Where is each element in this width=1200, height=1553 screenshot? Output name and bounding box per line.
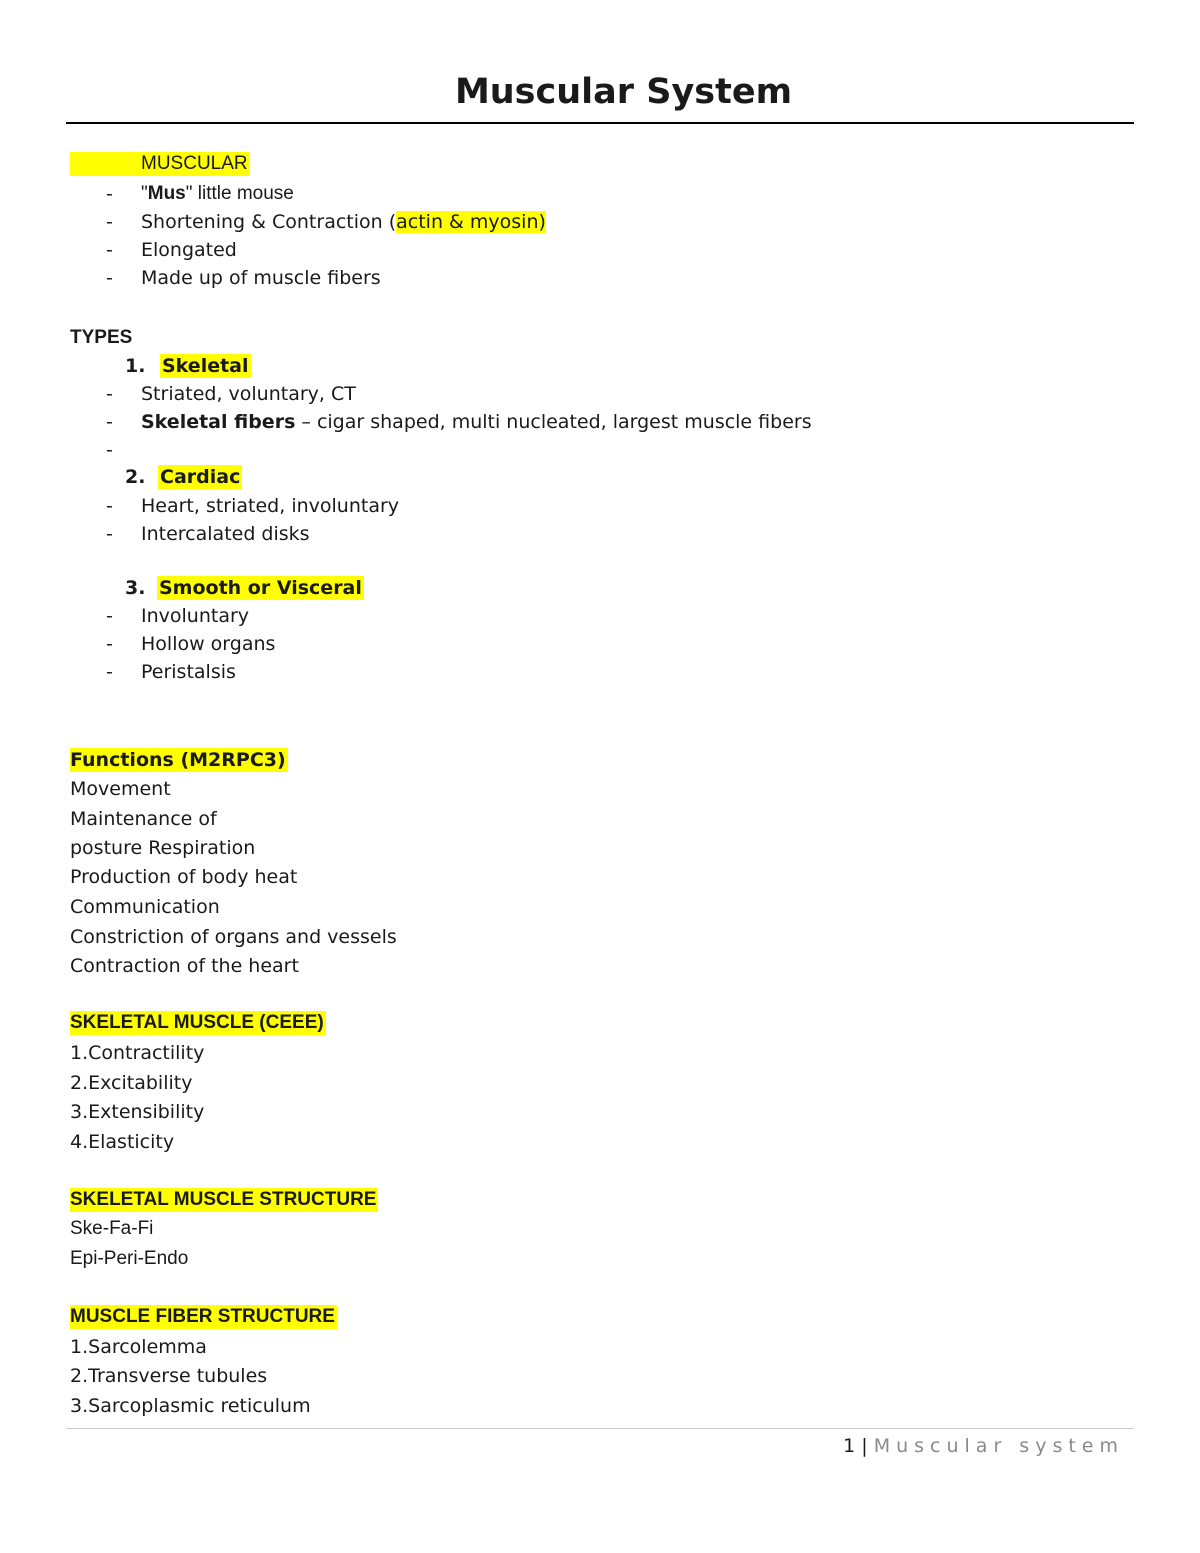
type-number-3: 3. bbox=[125, 577, 146, 599]
bullet-dash: - bbox=[106, 267, 113, 289]
bullet-dash: - bbox=[106, 183, 113, 205]
footer-label: Muscular system bbox=[873, 1435, 1124, 1457]
bullet-dash: - bbox=[106, 495, 113, 517]
list-item-elongated: Elongated bbox=[141, 239, 237, 261]
functions-heading: Functions (M2RPC3) bbox=[70, 749, 286, 771]
types-heading: TYPES bbox=[70, 327, 133, 348]
page-number: 1 bbox=[843, 1435, 856, 1457]
bullet-dash: - bbox=[106, 439, 113, 461]
bullet-dash: - bbox=[106, 605, 113, 627]
function-line: Maintenance of bbox=[70, 808, 217, 830]
skeletal-muscle-heading: SKELETAL MUSCLE (CEEE) bbox=[70, 1012, 324, 1033]
type-skeletal-label: Skeletal bbox=[162, 355, 249, 377]
bullet-dash: - bbox=[106, 211, 113, 233]
function-line: Communication bbox=[70, 896, 220, 918]
bullet-dash: - bbox=[106, 633, 113, 655]
function-line: posture Respiration bbox=[70, 837, 256, 859]
list-item: 1.Contractility bbox=[70, 1042, 205, 1064]
bullet-dash: - bbox=[106, 239, 113, 261]
list-item: Peristalsis bbox=[141, 661, 236, 683]
function-line: Constriction of organs and vessels bbox=[70, 926, 397, 948]
list-item: 2.Transverse tubules bbox=[70, 1365, 268, 1387]
list-item: Involuntary bbox=[141, 605, 250, 627]
function-line: Movement bbox=[70, 778, 171, 800]
fiber-heading: MUSCLE FIBER STRUCTURE bbox=[70, 1306, 335, 1327]
bullet-dash: - bbox=[106, 383, 113, 405]
function-line: Production of body heat bbox=[70, 866, 298, 888]
list-item: Skeletal fibers – cigar shaped, multi nucleated, largest muscle fibers bbox=[141, 411, 812, 433]
type-smooth-label: Smooth or Visceral bbox=[159, 577, 362, 599]
list-item: Intercalated disks bbox=[141, 523, 310, 545]
list-item: Heart, striated, involuntary bbox=[141, 495, 400, 517]
footer-rule bbox=[66, 1428, 1134, 1429]
list-item-shortening: Shortening & Contraction (actin & myosin) bbox=[141, 211, 546, 233]
page-title: Muscular System bbox=[454, 72, 793, 112]
list-item: Hollow organs bbox=[141, 633, 276, 655]
page-footer bbox=[843, 1434, 1124, 1458]
structure-line: Epi-Peri-Endo bbox=[70, 1248, 189, 1269]
structure-heading: SKELETAL MUSCLE STRUCTURE bbox=[70, 1189, 377, 1210]
title-rule bbox=[66, 122, 1134, 124]
type-number-1: 1. bbox=[125, 355, 146, 377]
list-item: 1.Sarcolemma bbox=[70, 1336, 207, 1358]
type-cardiac-label: Cardiac bbox=[160, 466, 241, 488]
bullet-dash: - bbox=[106, 661, 113, 683]
list-item: Striated, voluntary, CT bbox=[141, 383, 356, 405]
type-number-2: 2. bbox=[125, 466, 146, 488]
bullet-dash: - bbox=[106, 411, 113, 433]
list-item-fibers: Made up of muscle fibers bbox=[141, 267, 381, 289]
muscular-heading: MUSCULAR bbox=[70, 152, 250, 176]
list-item-mus: "Mus" little mouse bbox=[141, 183, 294, 204]
list-item: 4.Elasticity bbox=[70, 1131, 175, 1153]
bullet-dash: - bbox=[106, 523, 113, 545]
list-item: 3.Extensibility bbox=[70, 1101, 205, 1123]
list-item: 3.Sarcoplasmic reticulum bbox=[70, 1395, 311, 1417]
footer-separator: | bbox=[855, 1435, 874, 1457]
structure-line: Ske-Fa-Fi bbox=[70, 1218, 154, 1239]
list-item: 2.Excitability bbox=[70, 1072, 193, 1094]
function-line: Contraction of the heart bbox=[70, 955, 299, 977]
